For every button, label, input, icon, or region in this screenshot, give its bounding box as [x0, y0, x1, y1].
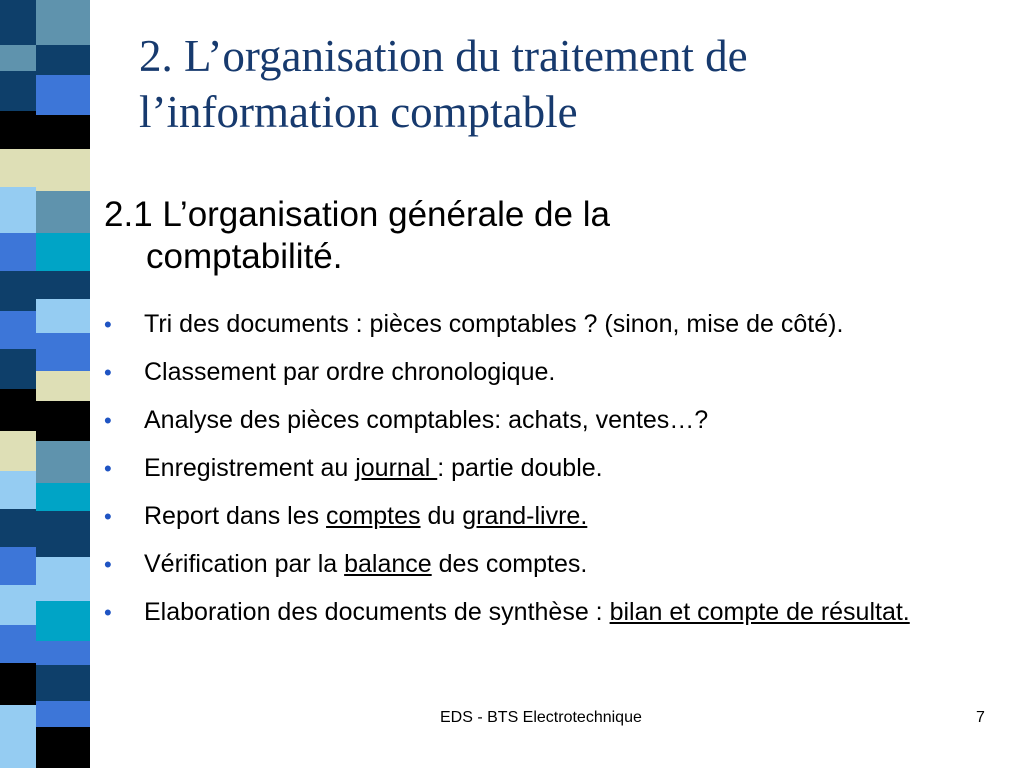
bullet-text: Vérification par la: [144, 550, 345, 578]
bullet-text: : partie double.: [437, 454, 603, 482]
bullet-text: Tri des documents : pièces comptables ? (sinon, mise de côté).: [144, 310, 844, 338]
bullet-icon: •: [104, 552, 112, 577]
bullet-text: du: [420, 502, 463, 530]
slide-title-line-1: 2. L’organisation du traitement de: [139, 31, 748, 81]
bullet-icon: •: [104, 408, 112, 433]
underlined-term-bilan: bilan et compte de résultat.: [609, 598, 910, 626]
bullet-list: [104, 306, 984, 642]
bullet-icon: •: [104, 312, 112, 337]
bullet-icon: •: [104, 456, 112, 481]
bullet-text: des comptes.: [431, 550, 588, 578]
page-number: 7: [976, 709, 985, 726]
bullet-icon: •: [104, 504, 112, 529]
footer-text: EDS - BTS Electrotechnique: [440, 709, 642, 726]
bullet-item: [104, 450, 984, 487]
bullet-item: [104, 546, 984, 583]
bullet-icon: •: [104, 600, 112, 625]
bullet-item: [104, 354, 984, 391]
bullet-item: [104, 306, 984, 343]
bullet-item: [104, 498, 984, 535]
section-heading-line-2: comptabilité.: [146, 237, 343, 276]
bullet-text: Elaboration des documents de synthèse :: [144, 598, 610, 626]
bullet-text: Classement par ordre chronologique.: [144, 358, 556, 386]
section-heading-line-1: 2.1 L’organisation générale de la: [104, 195, 610, 234]
underlined-term-journal: journal: [355, 454, 438, 482]
section-heading: [104, 194, 984, 278]
bullet-item: [104, 402, 984, 439]
bullet-text: Enregistrement au: [144, 454, 356, 482]
decorative-stripe-border: [0, 0, 118, 768]
bullet-text: Analyse des pièces comptables: achats, ventes…?: [144, 406, 709, 434]
underlined-term-balance: balance: [344, 550, 432, 578]
bullet-item: [104, 594, 984, 631]
slide-title-line-2: l’information comptable: [139, 87, 578, 137]
slide-title: [139, 28, 999, 140]
underlined-term-grand-livre: grand-livre.: [462, 502, 588, 530]
bullet-icon: •: [104, 360, 112, 385]
bullet-text: Report dans les: [144, 502, 327, 530]
underlined-term-comptes: comptes: [326, 502, 421, 530]
